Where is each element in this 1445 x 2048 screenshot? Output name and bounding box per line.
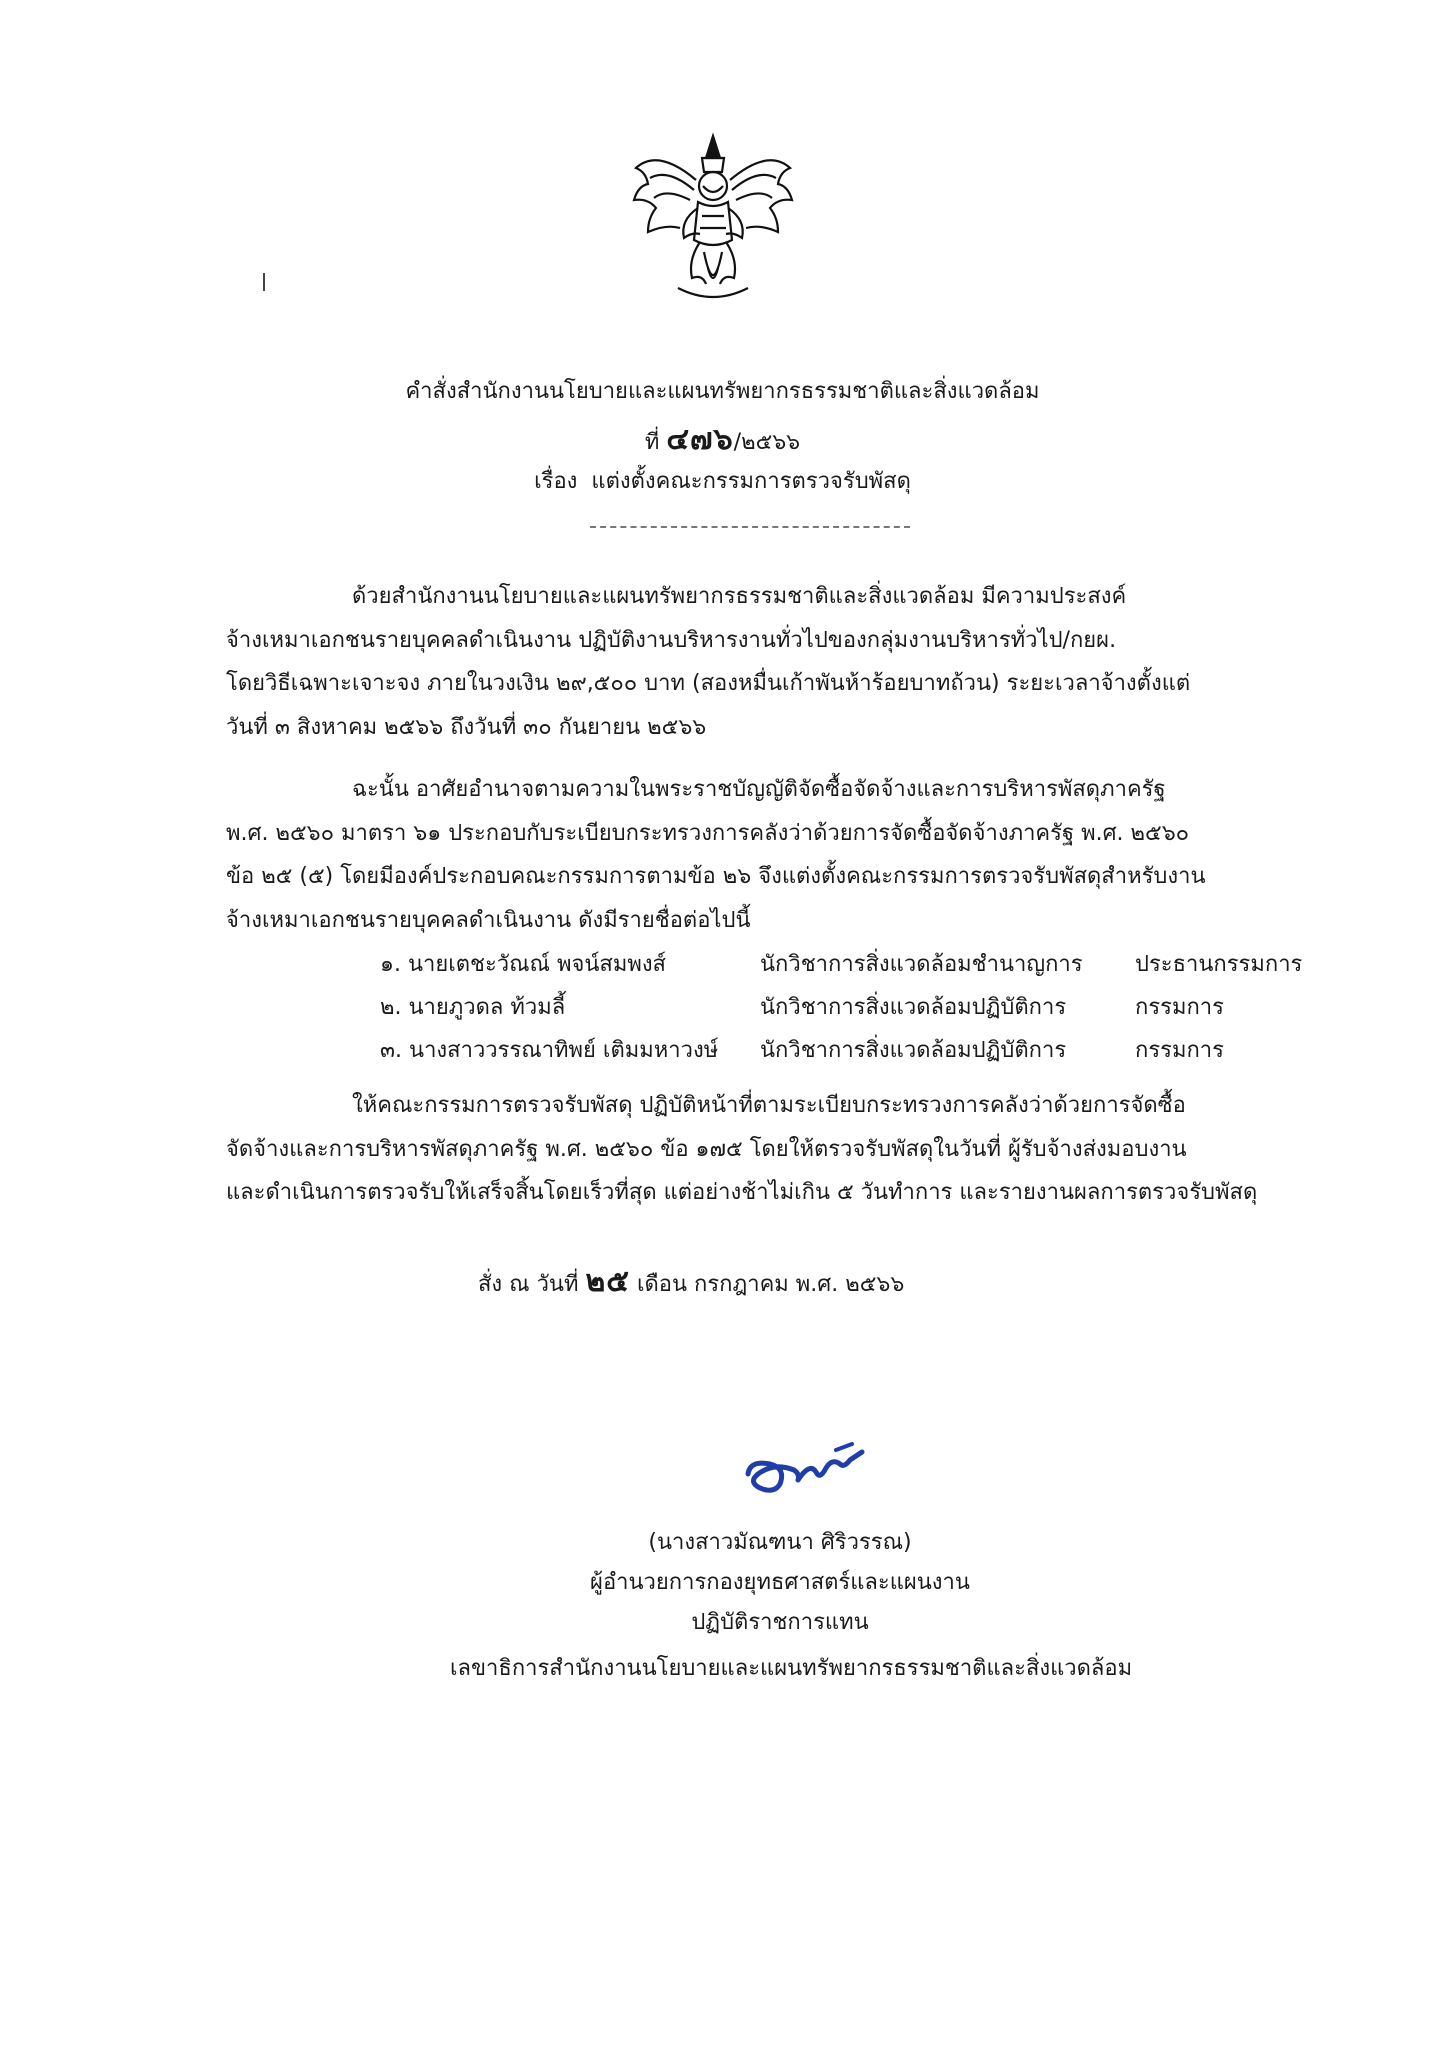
committee-member-role: ประธานกรรมการ bbox=[1135, 952, 1303, 977]
signatory-on-behalf: เลขาธิการสำนักงานนโยบายและแผนทรัพยากรธรรมชาติและสิ่งแวดล้อม bbox=[450, 1656, 1133, 1681]
garuda-emblem-icon bbox=[618, 128, 808, 308]
paragraph-2-line: ฉะนั้น อาศัยอำนาจตามความในพระราชบัญญัติจัดซื้อจัดจ้างและการบริหารพัสดุภาครัฐ bbox=[352, 777, 1166, 802]
margin-mark bbox=[263, 273, 265, 291]
order-number-prefix: ที่ bbox=[644, 430, 660, 455]
paragraph-3-line: ให้คณะกรรมการตรวจรับพัสดุ ปฏิบัติหน้าที่ตามระเบียบกระทรวงการคลังว่าด้วยการจัดซื้อ bbox=[352, 1093, 1186, 1118]
order-number-handwritten: ๔๗๖ bbox=[666, 422, 734, 457]
order-number-suffix: /๒๕๖๖ bbox=[733, 430, 801, 455]
paragraph-2-line: จ้างเหมาเอกชนรายบุคคลดำเนินงาน ดังมีรายชื่อต่อไปนี้ bbox=[226, 907, 751, 933]
committee-member-name: ๓. นางสาววรรณาทิพย์ เติมมหาวงษ์ bbox=[380, 1038, 719, 1063]
committee-member-name: ๑. นายเตชะวัณณ์ พจน์สมพงส์ bbox=[380, 952, 666, 977]
signature-scribble bbox=[740, 1440, 870, 1500]
signatory-title: ผู้อำนวยการกองยุทธศาสตร์และแผนงาน bbox=[590, 1570, 970, 1595]
paragraph-1-line: จ้างเหมาเอกชนรายบุคคลดำเนินงาน ปฏิบัติงานบริหารงานทั่วไปของกลุ่มงานบริหารทั่วไป/กยผ. bbox=[226, 627, 1117, 653]
order-date-prefix: สั่ง ณ วันที่ bbox=[478, 1272, 579, 1297]
committee-member-role: กรรมการ bbox=[1135, 995, 1224, 1020]
paragraph-3-line: และดำเนินการตรวจรับให้เสร็จสิ้นโดยเร็วที่สุด แต่อย่างช้าไม่เกิน ๕ วันทำการ และรายงานผลการตรวจรับพัสดุ bbox=[226, 1180, 1258, 1205]
committee-member-position: นักวิชาการสิ่งแวดล้อมชำนาญการ bbox=[760, 952, 1083, 977]
document-title: คำสั่งสำนักงานนโยบายและแผนทรัพยากรธรรมชาติและสิ่งแวดล้อม bbox=[405, 379, 1040, 404]
paragraph-1-line: วันที่ ๓ สิงหาคม ๒๕๖๖ ถึงวันที่ ๓๐ กันยายน ๒๕๖๖ bbox=[226, 714, 707, 740]
paragraph-3 bbox=[226, 1084, 1290, 1215]
paragraph-2 bbox=[226, 768, 1290, 942]
committee-member-name: ๒. นายภูวดล ท้วมลี้ bbox=[380, 995, 566, 1020]
committee-member-position: นักวิชาการสิ่งแวดล้อมปฏิบัติการ bbox=[760, 995, 1067, 1020]
subject-text: แต่งตั้งคณะกรรมการตรวจรับพัสดุ bbox=[591, 469, 911, 494]
signatory-block bbox=[520, 1523, 1040, 1643]
paragraph-1-line: ด้วยสำนักงานนโยบายและแผนทรัพยากรธรรมชาติและสิ่งแวดล้อม มีความประสงค์ bbox=[352, 584, 1127, 609]
paragraph-1 bbox=[226, 575, 1290, 749]
header-divider bbox=[590, 526, 910, 528]
subject-line bbox=[0, 467, 1445, 497]
committee-member-position: นักวิชาการสิ่งแวดล้อมปฏิบัติการ bbox=[760, 1038, 1067, 1063]
order-date-suffix: เดือน กรกฎาคม พ.ศ. ๒๕๖๖ bbox=[636, 1272, 905, 1297]
paragraph-2-line: ข้อ ๒๕ (๕) โดยมีองค์ประกอบคณะกรรมการตามข้อ ๒๖ จึงแต่งตั้งคณะกรรมการตรวจรับพัสดุสำหรับงาน bbox=[226, 864, 1206, 889]
subject-label: เรื่อง bbox=[534, 469, 578, 494]
paragraph-1-line: โดยวิธีเฉพาะเจาะจง ภายในวงเงิน ๒๙,๕๐๐ บาท (สองหมื่นเก้าพันห้าร้อยบาทถ้วน) ระยะเวลาจ้างตั้งแต่ bbox=[226, 671, 1191, 696]
order-date-day-handwritten: ๒๕ bbox=[585, 1264, 630, 1299]
order-number-line bbox=[0, 420, 1445, 463]
paragraph-2-line: พ.ศ. ๒๕๖๐ มาตรา ๖๑ ประกอบกับระเบียบกระทรวงการคลังว่าด้วยการจัดซื้อจัดจ้างภาครัฐ พ.ศ. ๒๕๖๐ bbox=[226, 820, 1190, 846]
paragraph-3-line: จัดจ้างและการบริหารพัสดุภาครัฐ พ.ศ. ๒๕๖๐ ข้อ ๑๗๕ โดยให้ตรวจรับพัสดุในวันที่ ผู้รับจ้างส่งมอบงาน bbox=[226, 1136, 1187, 1162]
signatory-acting: ปฏิบัติราชการแทน bbox=[691, 1610, 869, 1635]
order-date-line bbox=[478, 1262, 904, 1305]
committee-member-role: กรรมการ bbox=[1135, 1038, 1224, 1063]
signatory-name: (นางสาวมัณฑนา ศิริวรรณ) bbox=[648, 1530, 912, 1555]
